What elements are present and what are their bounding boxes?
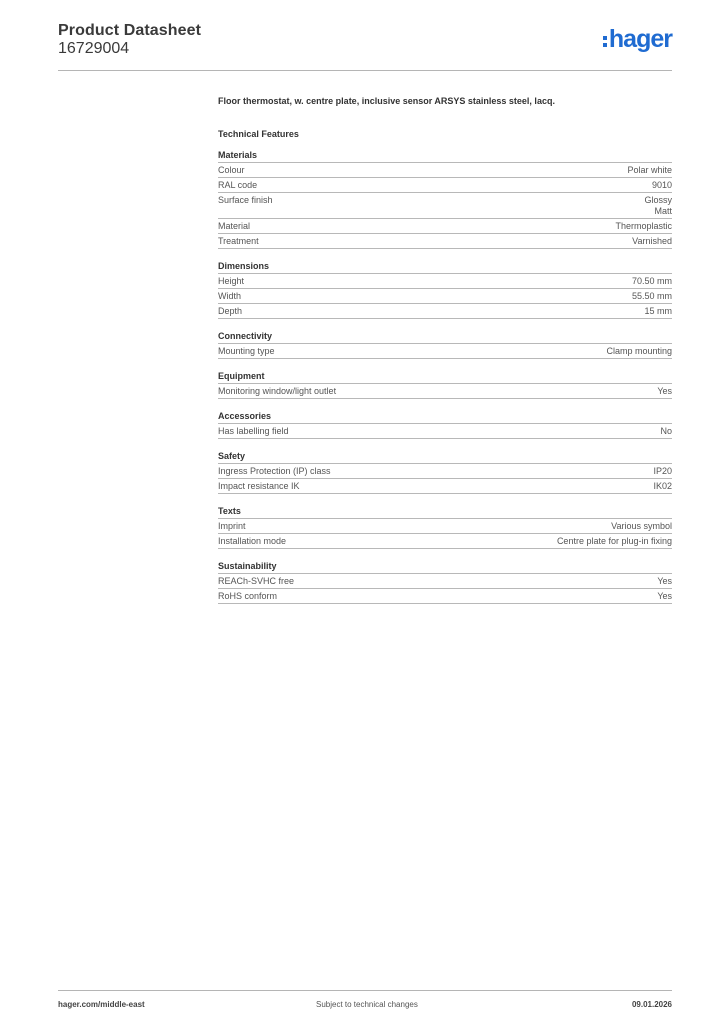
feature-value [653, 481, 672, 492]
feature-value-line: IP20 [653, 466, 672, 476]
feature-label: Depth [218, 306, 243, 316]
feature-label: Ingress Protection (IP) class [218, 466, 331, 476]
feature-label: Has labelling field [218, 426, 289, 436]
feature-row [218, 574, 672, 589]
feature-row [218, 234, 672, 249]
feature-value-line: IK02 [653, 481, 672, 491]
feature-value-line: Clamp mounting [606, 346, 672, 356]
feature-label: REACh-SVHC free [218, 576, 295, 586]
section-title: Safety [218, 450, 672, 464]
feature-value [652, 180, 672, 191]
hager-logo [603, 25, 672, 53]
feature-value [632, 291, 672, 302]
feature-label: Impact resistance IK [218, 481, 300, 491]
feature-value-line: Yes [657, 576, 672, 586]
feature-value [644, 306, 672, 317]
features-heading: Technical Features [218, 129, 299, 139]
feature-row [218, 219, 672, 234]
feature-label: Treatment [218, 236, 259, 246]
feature-value [653, 466, 672, 477]
section-title: Texts [218, 505, 672, 519]
page-header [58, 20, 672, 71]
section-title: Connectivity [218, 330, 672, 344]
page-footer [58, 990, 672, 1015]
section-title: Equipment [218, 370, 672, 384]
footer-notice: Subject to technical changes [316, 1000, 418, 1009]
feature-row [218, 274, 672, 289]
feature-row [218, 289, 672, 304]
feature-label: Width [218, 291, 242, 301]
section-dimensions [218, 260, 672, 319]
feature-label: Surface finish [218, 195, 273, 205]
feature-sections [218, 149, 672, 604]
feature-value [644, 195, 672, 217]
feature-label: Height [218, 276, 245, 286]
feature-value-line: Yes [657, 386, 672, 396]
feature-value [615, 221, 672, 232]
feature-label: Colour [218, 165, 245, 175]
footer-website: hager.com/middle-east [58, 1000, 145, 1009]
feature-value-line: Various symbol [611, 521, 672, 531]
feature-row [218, 534, 672, 549]
feature-label: Installation mode [218, 536, 287, 546]
feature-value [657, 576, 672, 587]
feature-label: Imprint [218, 521, 246, 531]
feature-row [218, 464, 672, 479]
section-title: Dimensions [218, 260, 672, 274]
feature-row [218, 384, 672, 399]
feature-value [557, 536, 672, 547]
feature-row [218, 304, 672, 319]
section-accessories [218, 410, 672, 439]
feature-value [627, 165, 672, 176]
datasheet-content [218, 93, 672, 604]
feature-row [218, 479, 672, 494]
feature-row [218, 519, 672, 534]
feature-row [218, 178, 672, 193]
feature-value-line: 9010 [651, 180, 672, 190]
section-connectivity [218, 330, 672, 359]
feature-row [218, 424, 672, 439]
feature-label: Monitoring window/light outlet [218, 386, 337, 396]
feature-label: RAL code [218, 180, 258, 190]
feature-label: RoHS conform [218, 591, 278, 601]
section-equipment [218, 370, 672, 399]
feature-value-line: 55.50 mm [631, 291, 672, 301]
feature-value-line: Varnished [632, 236, 672, 246]
feature-value-line: Glossy [644, 195, 672, 205]
feature-value-line: 15 mm [644, 306, 672, 316]
feature-value-line: 70.50 mm [631, 276, 672, 286]
product-number: 16729004 [58, 40, 130, 57]
feature-value [632, 236, 672, 247]
product-title: Floor thermostat, w. centre plate, inclusive sensor ARSYS stainless steel, lacq. [218, 96, 555, 106]
section-materials [218, 149, 672, 249]
feature-label: Mounting type [218, 346, 275, 356]
feature-row [218, 589, 672, 604]
feature-value [660, 426, 672, 437]
feature-value [632, 276, 672, 287]
feature-value [611, 521, 672, 532]
feature-value-line: No [660, 426, 672, 436]
feature-value-line: Yes [657, 591, 672, 601]
feature-value-line: Thermoplastic [615, 221, 672, 231]
feature-label: Material [218, 221, 251, 231]
feature-value-line: Matt [654, 206, 672, 216]
feature-value [606, 346, 672, 357]
feature-value-line: Centre plate for plug-in fixing [556, 536, 672, 546]
feature-row [218, 163, 672, 178]
section-sustainability [218, 560, 672, 604]
section-safety [218, 450, 672, 494]
feature-row [218, 193, 672, 219]
feature-value [657, 591, 672, 602]
section-title: Accessories [218, 410, 672, 424]
logo-dots-icon [603, 36, 607, 47]
logo-text: hager [608, 25, 672, 53]
section-title: Materials [218, 149, 672, 163]
feature-row [218, 344, 672, 359]
page-title: Product Datasheet [58, 22, 202, 39]
footer-date: 09.01.2026 [631, 1000, 672, 1009]
section-title: Sustainability [218, 560, 672, 574]
section-texts [218, 505, 672, 549]
feature-value [657, 386, 672, 397]
feature-value-line: Polar white [627, 165, 672, 175]
